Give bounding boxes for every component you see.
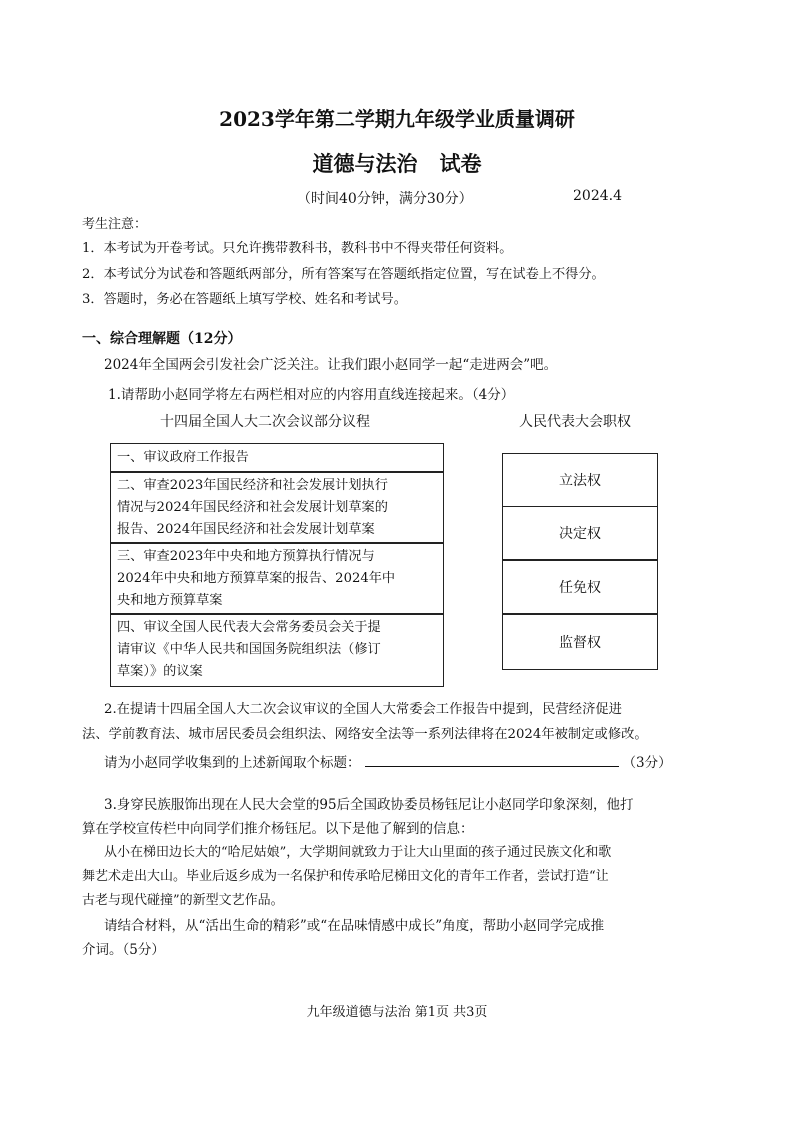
agenda-line: 草案）》的议案 bbox=[117, 664, 203, 679]
exam-subtitle bbox=[0, 148, 794, 178]
notice-rule: 1．本考试为开卷考试。只允许携带教科书，教科书中不得夹带任何资料。 bbox=[82, 241, 513, 256]
question-2-prompt: 请为小赵同学收集到的上述新闻取个标题： bbox=[104, 755, 361, 771]
exam-title: 2023学年第二学期九年级学业质量调研 bbox=[219, 107, 575, 131]
agenda-line: 2024年中央和地方预算草案的报告、2024年中 bbox=[117, 571, 396, 586]
question-3-text: 算在学校宣传栏中向同学们推介杨钰尼。以下是他了解到的信息： bbox=[82, 821, 474, 837]
left-column-header: 十四届全国人大二次会议部分议程 bbox=[160, 414, 370, 430]
agenda-line: 情况与2024年国民经济和社会发展计划草案的 bbox=[117, 500, 388, 515]
power-label: 监督权 bbox=[559, 635, 601, 651]
section-heading: 一、综合理解题（12分） bbox=[82, 331, 242, 347]
exam-date: 2024.4 bbox=[573, 188, 622, 204]
material-text: 古老与现代碰撞”的新型文艺作品。 bbox=[82, 893, 284, 908]
answer-blank bbox=[365, 752, 619, 767]
power-box bbox=[502, 560, 658, 614]
material-text: 舞艺术走出大山。毕业后返乡成为一名保护和传承哈尼梯田文化的青年工作者，尝试打造“让 bbox=[82, 869, 609, 884]
power-label: 立法权 bbox=[559, 473, 601, 489]
question-3-text: 3.身穿民族服饰出现在人民大会堂的95后全国政协委员杨钰尼让小赵同学印象深刻，他打 bbox=[104, 797, 634, 813]
notice-heading: 考生注意： bbox=[82, 217, 148, 232]
notice-rule: 2．本考试分为试卷和答题纸两部分，所有答案写在答题纸指定位置，写在试卷上不得分。 bbox=[82, 267, 605, 282]
power-box bbox=[502, 614, 658, 670]
power-box bbox=[502, 506, 658, 560]
agenda-line: 四、审议全国人民代表大会常务委员会关于提 bbox=[117, 620, 381, 635]
agenda-item bbox=[110, 542, 444, 615]
agenda-line: 报告、2024年国民经济和社会发展计划草案 bbox=[117, 522, 375, 537]
material-text: 从小在梯田边长大的“哈尼姑娘”，大学期间就致力于让大山里面的孩子通过民族文化和歌 bbox=[104, 845, 612, 860]
question-1-prompt: 1.请帮助小赵同学将左右两栏相对应的内容用直线连接起来。（4分） bbox=[108, 387, 515, 403]
agenda-item bbox=[110, 613, 444, 687]
agenda-item bbox=[110, 471, 444, 544]
agenda-line: 三、审查2023年中央和地方预算执行情况与 bbox=[117, 549, 375, 564]
agenda-line: 请审议《中华人民共和国国务院组织法（修订 bbox=[117, 642, 381, 657]
agenda-item bbox=[110, 443, 444, 473]
subject-name: 道德与法治 bbox=[312, 151, 418, 176]
time-info: （时间40分钟，满分30分） bbox=[297, 191, 473, 207]
question-3-task: 介词。（5分） bbox=[82, 942, 165, 958]
agenda-line: 一、审议政府工作报告 bbox=[117, 450, 249, 465]
question-2-answer-row bbox=[104, 751, 672, 771]
section-intro: 2024年全国两会引发社会广泛关注。让我们跟小赵同学一起“走进两会”吧。 bbox=[104, 357, 558, 373]
notice-rule: 3．答题时，务必在答题纸上填写学校、姓名和考试号。 bbox=[82, 292, 407, 307]
question-3-task: 请结合材料，从“活出生命的精彩”或“在品味情感中成长”角度，帮助小赵同学完成推 bbox=[104, 918, 605, 934]
power-label: 决定权 bbox=[559, 526, 601, 542]
paper-label: 试卷 bbox=[439, 151, 482, 176]
question-2-text: 2.在提请十四届全国人大二次会议审议的全国人大常委会工作报告中提到，民营经济促进 bbox=[104, 702, 622, 717]
question-2-score: （3分） bbox=[622, 755, 672, 771]
page-footer: 九年级道德与法治 第1页 共3页 bbox=[306, 1005, 488, 1020]
agenda-line: 央和地方预算草案 bbox=[117, 593, 223, 608]
question-2-text: 法、学前教育法、城市居民委员会组织法、网络安全法等一系列法律将在2024年被制定或修改。 bbox=[82, 727, 648, 742]
power-label: 任免权 bbox=[559, 580, 601, 596]
power-box bbox=[502, 453, 658, 507]
right-column-header: 人民代表大会职权 bbox=[519, 414, 631, 430]
agenda-line: 二、审查2023年国民经济和社会发展计划执行 bbox=[117, 478, 388, 493]
